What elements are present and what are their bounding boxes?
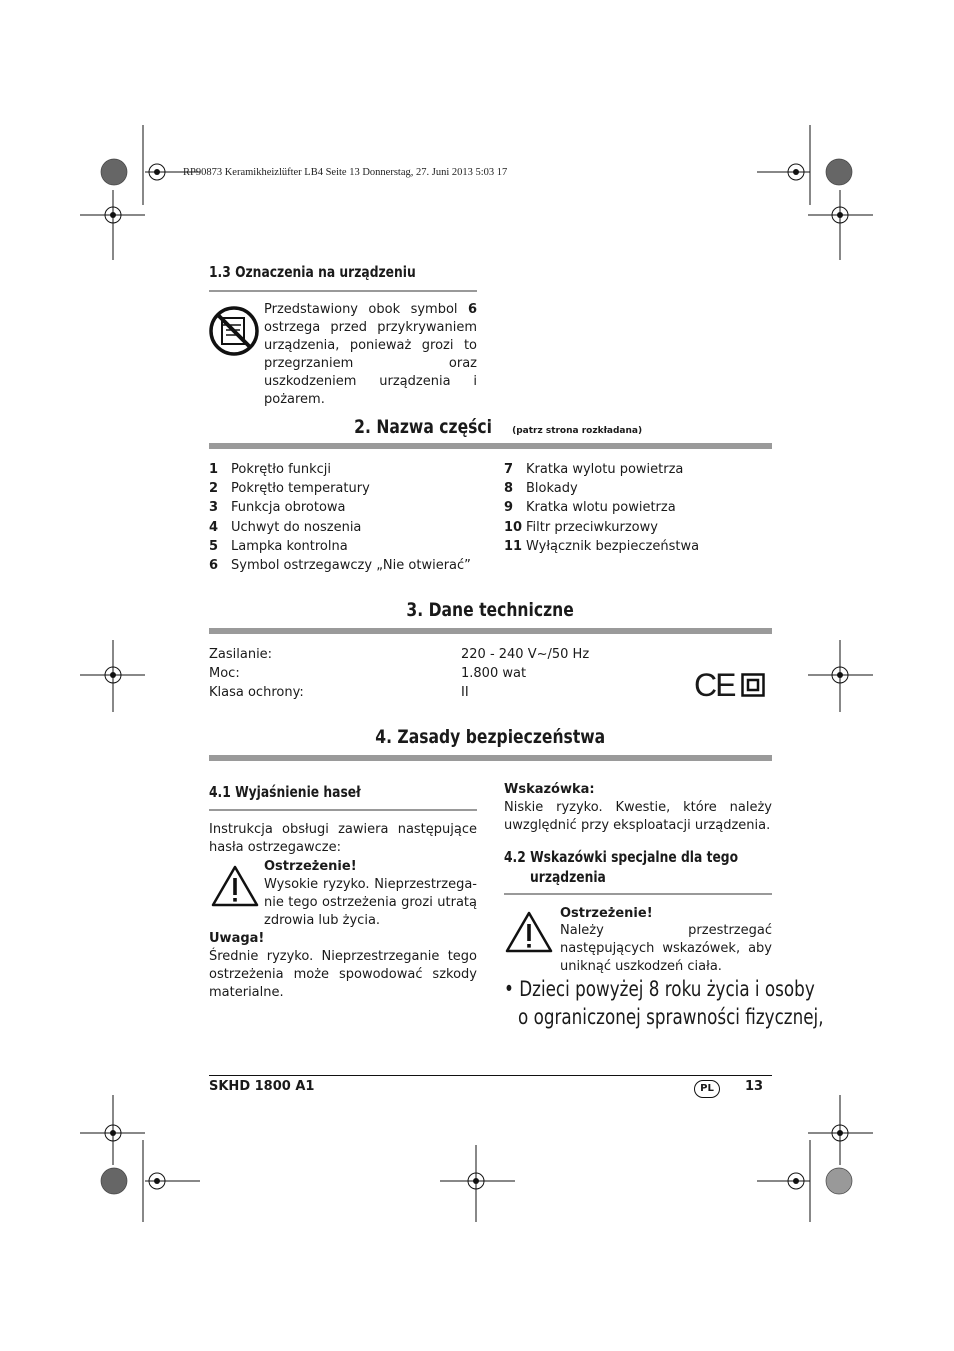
bullet-text-line2: o ograniczonej sprawności fizycznej,: [518, 1005, 824, 1030]
divider: [209, 809, 477, 811]
note-text: Niskie ryzyko. Kwestie, które należy uwzględnić przy eksploatacji urządzenia.: [504, 800, 772, 833]
divider: [209, 755, 772, 761]
list-item: 8 Blokady: [504, 481, 578, 497]
note-title: Wskazówka:: [504, 782, 595, 797]
divider: [209, 443, 772, 449]
warning-title: Ostrzeżenie!: [264, 859, 357, 874]
list-item: 4 Uchwyt do noszenia: [209, 519, 362, 535]
list-item: 6 Symbol ostrzegawczy „Nie otwierać”: [209, 557, 471, 573]
section-title-2: 2. Nazwa części: [354, 416, 492, 438]
symbol-text-start: Przedstawiony obok symbol: [264, 302, 468, 317]
table-row: Klasa ochrony: II: [209, 685, 469, 701]
warning-text: Należy przestrzegać następujących wskazówek, aby uniknąć uszkodzeń ciała.: [560, 923, 772, 974]
symbol-text-end: ostrzega przed przykrywaniem urządzenia, ponieważ grozi to przegrzaniem oraz uszkodzeniem urządzenia i pożarem.: [264, 320, 477, 407]
warning-triangle-icon: [504, 910, 554, 954]
list-item: 3 Funkcja obrotowa: [209, 500, 346, 516]
symbol-description: [264, 301, 477, 409]
symbol-number: 6: [467, 302, 477, 317]
language-badge: PL: [694, 1080, 720, 1098]
section-note-2: (patrz strona rozkładana): [512, 426, 643, 436]
footer-rule: [209, 1075, 772, 1076]
model-number: SKHD 1800 A1: [209, 1079, 315, 1094]
divider: [504, 893, 772, 895]
section-heading-4-2-line1: 4.2 Wskazówki specjalne dla tego: [504, 848, 739, 866]
list-item: 1 Pokrętło funkcji: [209, 462, 332, 477]
page-number: 13: [745, 1079, 764, 1094]
do-not-cover-icon: [209, 306, 259, 356]
table-row: Zasilanie: 220 - 240 V~/50 Hz: [209, 647, 590, 662]
divider: [209, 290, 477, 292]
parts-list-left: [209, 460, 499, 575]
section-heading-4: [209, 726, 772, 748]
caution-title: Uwaga!: [209, 931, 265, 946]
list-item: 11 Wyłącznik bezpieczeństwa: [504, 538, 700, 554]
warning-triangle-icon: [210, 864, 260, 908]
list-item: 7 Kratka wylotu powietrza: [504, 462, 684, 477]
print-header: RP90873 Keramikheizlüfter LB4 Seite 13 Donnerstag, 27. Juni 2013 5:03 17: [183, 167, 508, 178]
tech-data-table: [209, 645, 629, 703]
list-item: 5 Lampka kontrolna: [209, 538, 348, 554]
caution-text: Średnie ryzyko. Nieprzestrzeganie tego ostrzeżenia może spowodować szkody materialne.: [209, 949, 477, 1000]
signal-words-intro: Instrukcja obsługi zawiera następujące hasła ostrzegawcze:: [209, 822, 477, 855]
divider: [209, 628, 772, 634]
ce-mark: CE: [694, 667, 735, 703]
protection-class-ii-icon: [741, 673, 765, 697]
warning-title: Ostrzeżenie!: [560, 906, 653, 921]
list-item: 2 Pokrętło temperatury: [209, 481, 370, 497]
table-row: Moc: 1.800 wat: [209, 666, 527, 682]
section-heading-1-3: 1.3 Oznaczenia na urządzeniu: [209, 263, 416, 281]
section-heading-4-2-line2: urządzenia: [530, 868, 606, 886]
bullet-text-line1: • Dzieci powyżej 8 roku życia i osoby: [504, 977, 815, 1002]
section-title-4: 4. Zasady bezpieczeństwa: [375, 726, 606, 748]
section-heading-3: [209, 599, 772, 621]
parts-list-right: [504, 460, 772, 556]
list-item: 10 Filtr przeciwkurzowy: [504, 519, 658, 535]
list-item: 9 Kratka wlotu powietrza: [504, 500, 676, 516]
warning-text: Wysokie ryzyko. Nieprzestrzega-nie tego ostrzeżenia grozi utratą zdrowia lub życia.: [264, 877, 477, 928]
section-title-3: 3. Dane techniczne: [406, 599, 575, 621]
section-heading-2: [209, 416, 772, 438]
section-heading-4-1: 4.1 Wyjaśnienie haseł: [209, 783, 361, 801]
